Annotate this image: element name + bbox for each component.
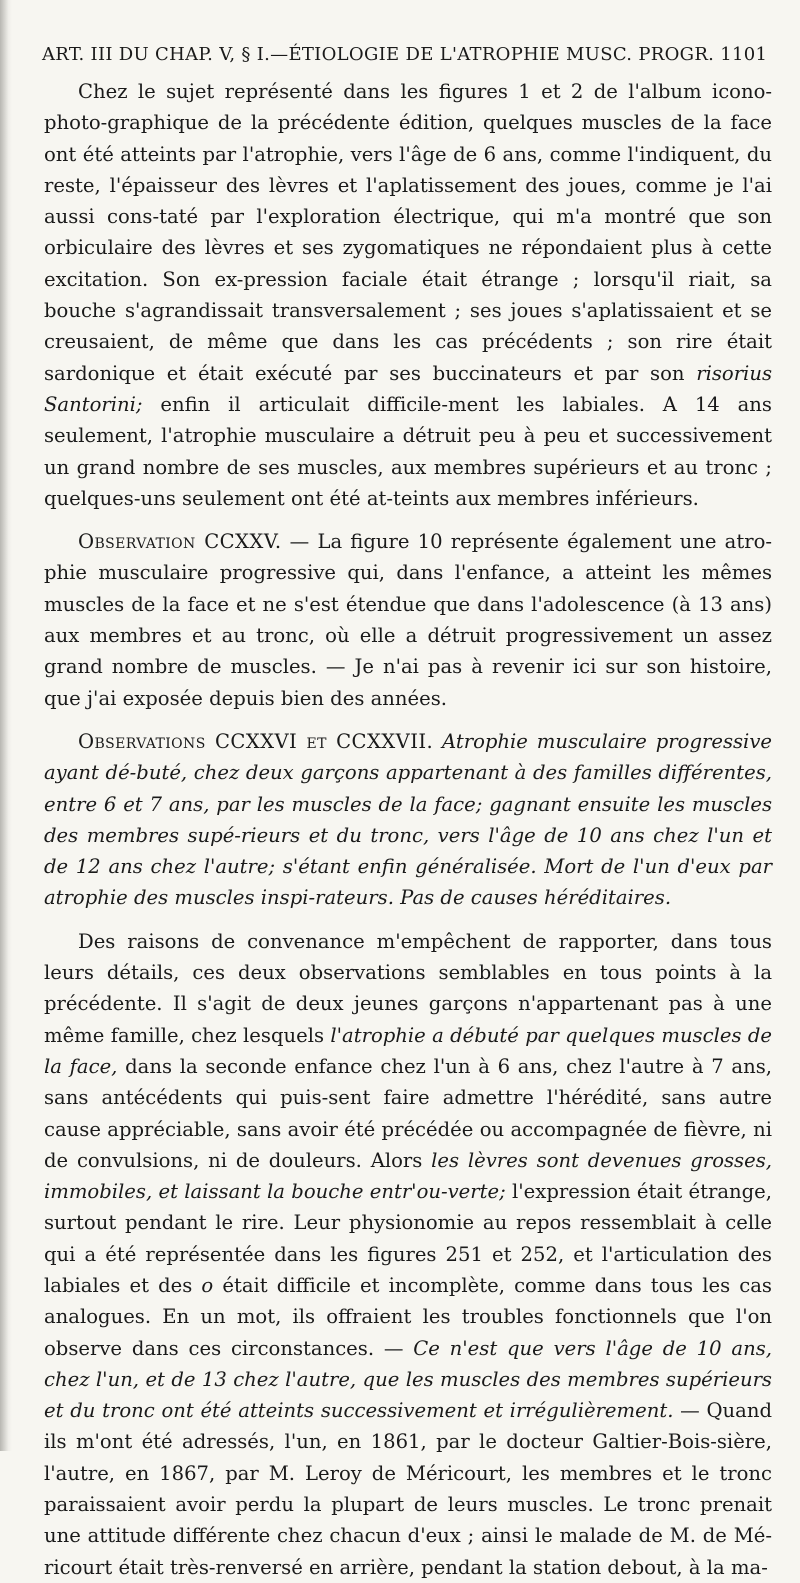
text-segment: — La figure 10 représente également une atro-phie musculaire progressive qui, dans l'enfance, a atteint les mêmes muscles de la face et ne s'est étendue que dans l'adolescence (à 13 ans) aux membres et au tronc, où elle a détruit progressivement un assez grand nombre de muscles. — Je n'ai pas à revenir ici sur son histoire, que j'ai exposée depuis bien des années. [44, 530, 772, 710]
page-binding-edge [0, 0, 12, 1451]
text-segment-italic: Ce n'est que vers l'âge de 10 ans, chez l'un, et de 13 chez l'autre, que les muscles des membres supérieurs et du tronc ont été atteints successivement et irrégulièrement. [44, 1336, 773, 1423]
text-segment: Des raisons de convenance m'empêchent de rapporter, dans tous leurs détails, ces deux observations semblables en tous points à la précédente. Il s'agit de deux jeunes garçons n'appartenant pas à une même famille, chez lesquels [44, 929, 772, 1047]
text-segment-italic: risorius Santorini; [44, 361, 772, 416]
text-segment-italic: les lèvres sont devenues grosses, immobiles, et laissant la bouche entr'ou-verte; [44, 1148, 772, 1204]
text-segment-italic: o [201, 1273, 214, 1297]
text-segment: l'expression était étrange, surtout pendant le rire. Leur physionomie au repos ressemblait à celle qui a été représentée dans les figures 251 et 252, et l'articulation des labiales et des [44, 1180, 772, 1297]
observation-heading: Observation CCXXV. [78, 530, 282, 554]
paragraph-1 [44, 76, 772, 514]
paragraph-observation-ccxxv [44, 526, 772, 714]
text-segment-italic: l'atrophie a débuté par quelques muscles de la face, [44, 1023, 772, 1078]
paragraph-4 [44, 926, 772, 1583]
body-text [44, 76, 772, 1583]
paragraph-observations-ccxxvi-ccxxvii [44, 726, 772, 914]
text-segment: dans la seconde enfance chez l'un à 6 ans, chez l'autre à 7 ans, sans antécédents qui puis-sent faire admettre l'hérédité, sans autre cause appréciable, sans avoir été précédée ou accompagnée de fièvre, ni de convulsions, ni de douleurs. Alors [44, 1054, 772, 1172]
text-segment: Chez le sujet représenté dans les figures 1 et 2 de l'album icono-photo-graphique de la précédente édition, quelques muscles de la face ont été atteints par l'atrophie, vers l'âge de 6 ans, comme l'indiquent, du reste, l'épaisseur des lèvres et l'aplatissement des joues, comme je l'ai aussi cons-taté par l'exploration électrique, qui m'a montré que son orbiculaire des lèvres et ses zygomatiques ne répondaient plus à cette excitation. Son ex-pression faciale était étrange ; lorsqu'il riait, sa bouche s'agrandissait transversalement ; ses joues s'aplatissaient et se creusaient, de même que dans les cas précédents ; son rire était sardonique et était exécuté par ses buccinateurs et par son [44, 80, 772, 385]
running-header: ART. III DU CHAP. V, § I.—ÉTIOLOGIE DE L'ATROPHIE MUSC. PROGR. 1101 [42, 44, 768, 65]
observation-summary: Atrophie musculaire progressive ayant dé-buté, chez deux garçons appartenant à des familles différentes, entre 6 et 7 ans, par les muscles de la face; gagnant ensuite les muscles des membres supé-rieurs et du tronc, vers l'âge de 10 ans chez l'un et de 12 ans chez l'autre; s'étant enfin généralisée. Mort de l'un d'eux par atrophie des muscles inspi-rateurs. Pas de causes héréditaires. [44, 729, 772, 910]
text-segment: était difficile et incomplète, comme dans tous les cas analogues. En un mot, ils offraient les troubles fonctionnels que l'on observe dans ces circonstances. — [44, 1273, 772, 1360]
text-segment: — Quand ils m'ont été adressés, l'un, en 1861, par le docteur Galtier-Bois-sière, l'autre, en 1867, par M. Leroy de Méricourt, les membres et le tronc paraissaient avoir perdu la plupart de leurs muscles. Le tronc prenait une attitude différente chez chacun d'eux ; ainsi le malade de M. de Mé-ricourt était très-renversé en arrière, pendant la station debout, à la ma- [44, 1399, 772, 1579]
observation-heading: Observations CCXXVI et CCXXVII. [78, 729, 434, 753]
text-segment: enfin il articulait difficile-ment les labiales. A 14 ans seulement, l'atrophie musculaire a détruit peu à peu et successivement un grand nombre de ses muscles, aux membres supérieurs et au tronc ; quelques-uns seulement ont été at-teints aux membres inférieurs. [44, 392, 772, 510]
text-segment [433, 730, 442, 753]
